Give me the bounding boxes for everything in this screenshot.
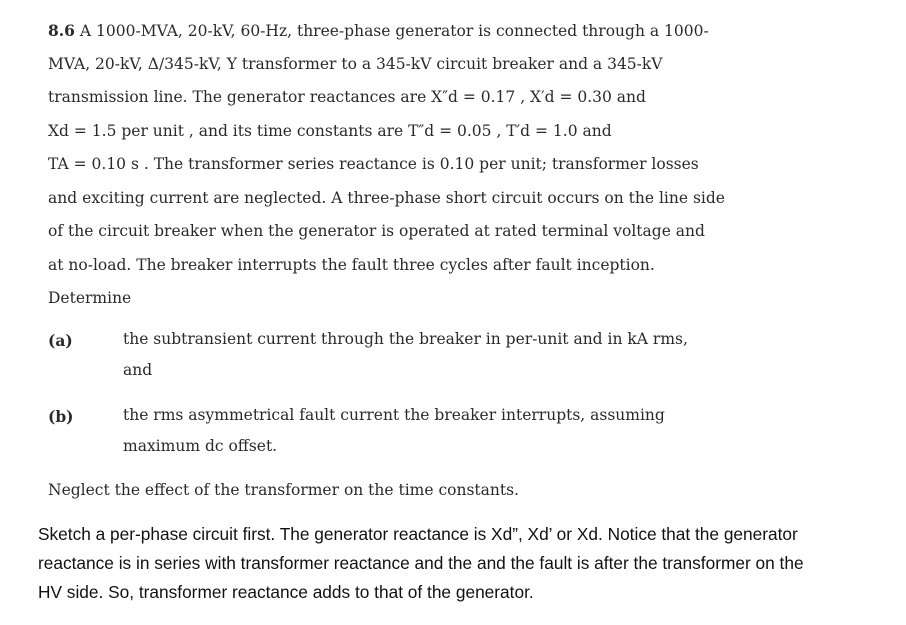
problem-line-5: TA = 0.10 s . The transformer series reactance is 0.10 per unit; transformer losses (48, 155, 699, 173)
problem-line-2: MVA, 20-kV, Δ/345-kV, Y transformer to a 345-kV circuit breaker and a 345-kV (48, 54, 663, 73)
problem-line-4: Xd = 1.5 per unit , and its time constants are T″d = 0.05 , T′d = 1.0 and (48, 121, 612, 140)
part-a-label: (a) (48, 330, 73, 350)
note-line-2: reactance is in series with transformer reactance and the and the fault is after the transformer on the (38, 553, 804, 573)
problem-line-1 (48, 14, 708, 48)
part-b (48, 400, 708, 462)
problem-footer: Neglect the effect of the transformer on the time constants. (48, 480, 519, 499)
instruction-note (38, 520, 878, 607)
part-a (48, 324, 708, 386)
problem-statement (48, 14, 725, 507)
part-a-line-1: the subtransient current through the breaker in per-unit and in kA rms, (123, 329, 688, 348)
part-b-line-1: the rms asymmetrical fault current the breaker interrupts, assuming (123, 405, 665, 424)
problem-line-8: at no-load. The breaker interrupts the fault three cycles after fault inception. (48, 255, 655, 274)
note-line-1: Sketch a per-phase circuit first. The generator reactance is Xd”, Xd’ or Xd. Notice that the generator (38, 524, 798, 544)
problem-line-7: of the circuit breaker when the generator is operated at rated terminal voltage and (48, 222, 705, 240)
problem-number: 8.6 (48, 21, 75, 40)
part-b-line-2: maximum dc offset. (123, 436, 278, 455)
part-b-label: (b) (48, 406, 74, 426)
problem-line-9: Determine (48, 289, 132, 307)
problem-line-3: transmission line. The generator reactances are X″d = 0.17 , X′d = 0.30 and (48, 88, 646, 106)
problem-line-6: and exciting current are neglected. A three-phase short circuit occurs on the line side (48, 188, 725, 207)
note-line-3: HV side. So, transformer reactance adds to that of the generator. (38, 582, 534, 602)
part-a-line-2: and (123, 360, 153, 379)
problem-text: A 1000-MVA, 20-kV, 60-Hz, three-phase generator is connected through a 1000- (79, 22, 709, 40)
